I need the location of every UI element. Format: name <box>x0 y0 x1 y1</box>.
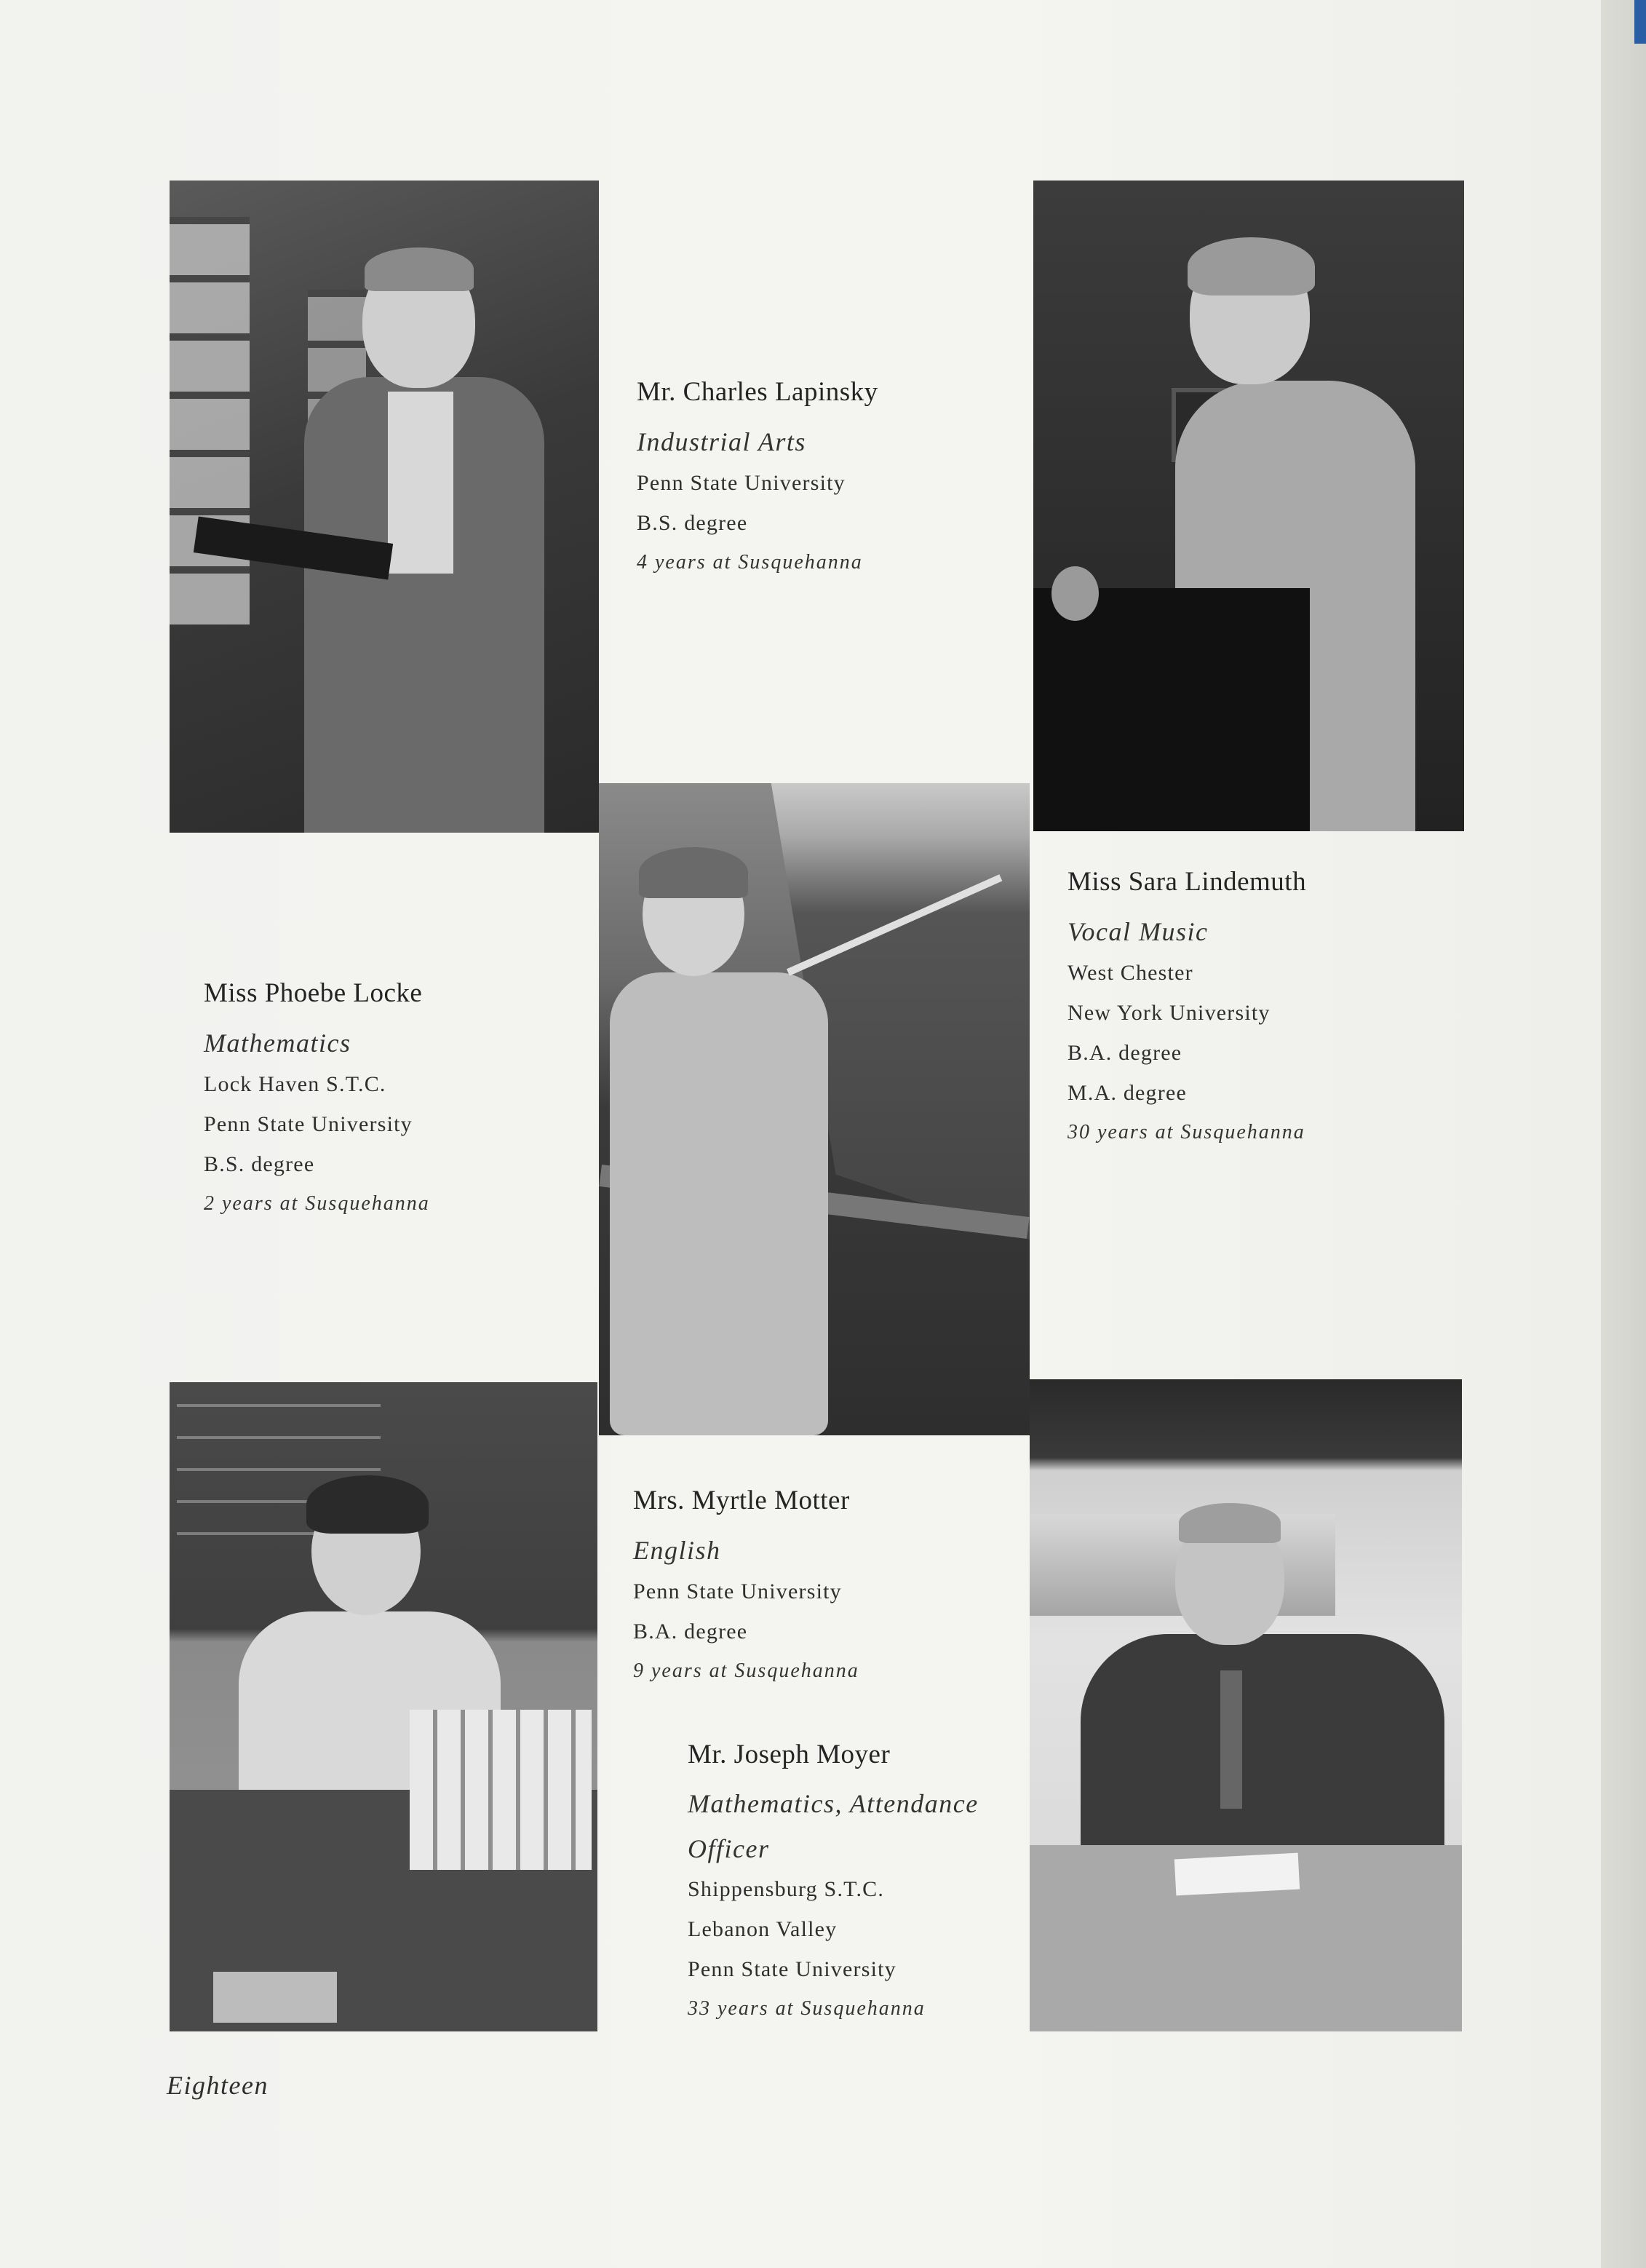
photo-moyer <box>1030 1379 1462 2031</box>
bio-locke <box>204 980 430 1214</box>
faculty-credential: B.S. degree <box>637 511 748 535</box>
bio-motter <box>633 1487 859 1681</box>
faculty-credential: Lebanon Valley <box>688 1917 838 1941</box>
faculty-subject: Mathematics, Attendance Officer <box>688 1789 979 1863</box>
faculty-subject: Industrial Arts <box>637 427 806 456</box>
bio-moyer <box>688 1741 1030 2019</box>
faculty-years: 9 years at Susquehanna <box>633 1660 859 1682</box>
faculty-credential: B.A. degree <box>1067 1041 1182 1065</box>
faculty-credential: Lock Haven S.T.C. <box>204 1072 386 1096</box>
page-edge <box>1601 0 1646 2268</box>
faculty-credential: Penn State University <box>204 1112 413 1136</box>
photo-motter <box>170 1382 597 2031</box>
bio-lindemuth <box>1067 868 1306 1143</box>
binding-tab <box>1634 0 1646 44</box>
faculty-name: Mrs. Myrtle Motter <box>633 1486 850 1515</box>
faculty-credential: West Chester <box>1067 961 1193 985</box>
faculty-subject: Mathematics <box>204 1028 351 1058</box>
faculty-credential: M.A. degree <box>1067 1081 1187 1105</box>
faculty-years: 4 years at Susquehanna <box>637 551 863 574</box>
faculty-credential: Penn State University <box>633 1579 842 1603</box>
faculty-name: Mr. Charles Lapinsky <box>637 377 878 407</box>
faculty-name: Miss Phoebe Locke <box>204 978 423 1008</box>
faculty-years: 2 years at Susquehanna <box>204 1192 430 1215</box>
photo-locke <box>599 783 1030 1435</box>
faculty-credential: B.A. degree <box>633 1619 748 1643</box>
photo-lindemuth <box>1033 181 1464 831</box>
faculty-years: 33 years at Susquehanna <box>688 1997 926 2020</box>
bio-lapinsky <box>637 378 878 573</box>
faculty-credential: B.S. degree <box>204 1152 315 1176</box>
faculty-name: Miss Sara Lindemuth <box>1067 867 1307 897</box>
faculty-subject: English <box>633 1536 721 1565</box>
faculty-credential: Penn State University <box>688 1957 896 1981</box>
faculty-name: Mr. Joseph Moyer <box>688 1740 891 1769</box>
faculty-credential: Penn State University <box>637 471 846 495</box>
faculty-credential: Shippensburg S.T.C. <box>688 1877 885 1901</box>
faculty-years: 30 years at Susquehanna <box>1067 1121 1305 1143</box>
faculty-credential: New York University <box>1067 1001 1271 1025</box>
page-number: Eighteen <box>167 2071 269 2100</box>
photo-lapinsky <box>170 181 599 833</box>
faculty-subject: Vocal Music <box>1067 917 1209 946</box>
